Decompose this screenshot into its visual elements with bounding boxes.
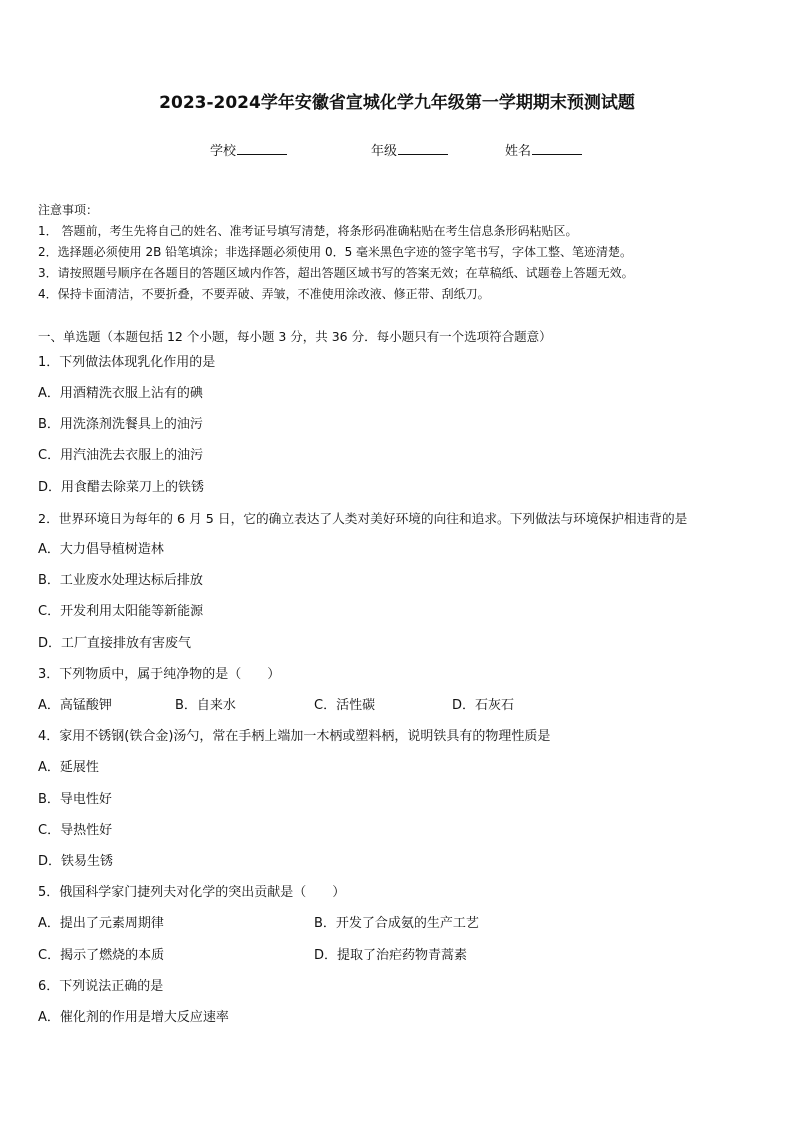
notice-item: 1． 答题前，考生先将自己的姓名、准考证号填写清楚，将条形码准确粘贴在考生信息条形码粘贴区。 — [38, 224, 578, 238]
question-6-stem: 6．下列说法正确的是 — [38, 979, 164, 994]
question-4-stem: 4．家用不锈钢(铁合金)汤勺，常在手柄上端加一木柄或塑料柄，说明铁具有的物理性质是 — [38, 729, 551, 744]
question-5-option-d: D．提取了治疟药物青蒿素 — [314, 948, 468, 963]
notice-item: 4．保持卡面清洁，不要折叠，不要弄破、弄皱，不准使用涂改液、修正带、刮纸刀。 — [38, 287, 490, 301]
question-3-option-a: A．高锰酸钾 — [38, 698, 112, 713]
grade-label: 年级 — [371, 144, 398, 159]
question-4-option-a: A．延展性 — [38, 760, 99, 775]
question-6-option-a: A．催化剂的作用是增大反应速率 — [38, 1010, 229, 1025]
question-2-option-c: C．开发利用太阳能等新能源 — [38, 604, 204, 619]
notice-item: 3．请按照题号顺序在各题目的答题区域内作答，超出答题区域书写的答案无效；在草稿纸、试题卷上答题无效。 — [38, 266, 634, 280]
question-1-option-d: D．用食醋去除菜刀上的铁锈 — [38, 480, 205, 495]
school-label: 学校 — [210, 144, 237, 159]
question-3-option-b: B．自来水 — [175, 698, 236, 713]
question-5-option-a: A．提出了元素周期律 — [38, 916, 164, 931]
question-1-option-b: B．用洗涤剂洗餐具上的油污 — [38, 417, 203, 432]
school-field[interactable] — [210, 140, 287, 159]
question-4-option-d: D．铁易生锈 — [38, 854, 114, 869]
grade-field[interactable] — [371, 140, 448, 159]
question-2-option-a: A．大力倡导植树造林 — [38, 542, 164, 557]
question-3-option-c: C．活性碳 — [314, 698, 376, 713]
question-5-option-b: B．开发了合成氨的生产工艺 — [314, 916, 479, 931]
question-5-option-c: C．揭示了燃烧的本质 — [38, 948, 165, 963]
school-blank[interactable] — [237, 142, 287, 155]
question-4-option-b: B．导电性好 — [38, 792, 112, 807]
question-3-stem: 3．下列物质中，属于纯净物的是（ ） — [38, 667, 281, 682]
question-5-stem: 5．俄国科学家门捷列夫对化学的突出贡献是（ ） — [38, 885, 346, 900]
name-blank[interactable] — [532, 142, 582, 155]
grade-blank[interactable] — [398, 142, 448, 155]
question-2-stem: 2．世界环境日为每年的 6 月 5 日，它的确立表达了人类对美好环境的向往和追求。下列做法与环境保护相违背的是 — [38, 511, 688, 526]
question-1-option-c: C．用汽油洗去衣服上的油污 — [38, 448, 204, 463]
name-label: 姓名 — [505, 144, 532, 159]
name-field[interactable] — [505, 140, 582, 159]
question-2-option-d: D．工厂直接排放有害废气 — [38, 636, 192, 651]
question-2-option-b: B．工业废水处理达标后排放 — [38, 573, 203, 588]
section-heading: 一、单选题（本题包括 12 个小题，每小题 3 分，共 36 分．每小题只有一个选项符合题意） — [38, 329, 552, 344]
notice-heading: 注意事项： — [38, 203, 99, 217]
question-4-option-c: C．导热性好 — [38, 823, 113, 838]
question-3-option-d: D．石灰石 — [452, 698, 515, 713]
page-title: 2023-2024学年安徽省宣城化学九年级第一学期期末预测试题 — [159, 93, 635, 113]
question-1-stem: 1．下列做法体现乳化作用的是 — [38, 355, 216, 370]
notice-item: 2．选择题必须使用 2B 铅笔填涂；非选择题必须使用 0．5 毫米黑色字迹的签字笔书写，字体工整、笔迹清楚。 — [38, 245, 633, 259]
question-1-option-a: A．用酒精洗衣服上沾有的碘 — [38, 386, 203, 401]
